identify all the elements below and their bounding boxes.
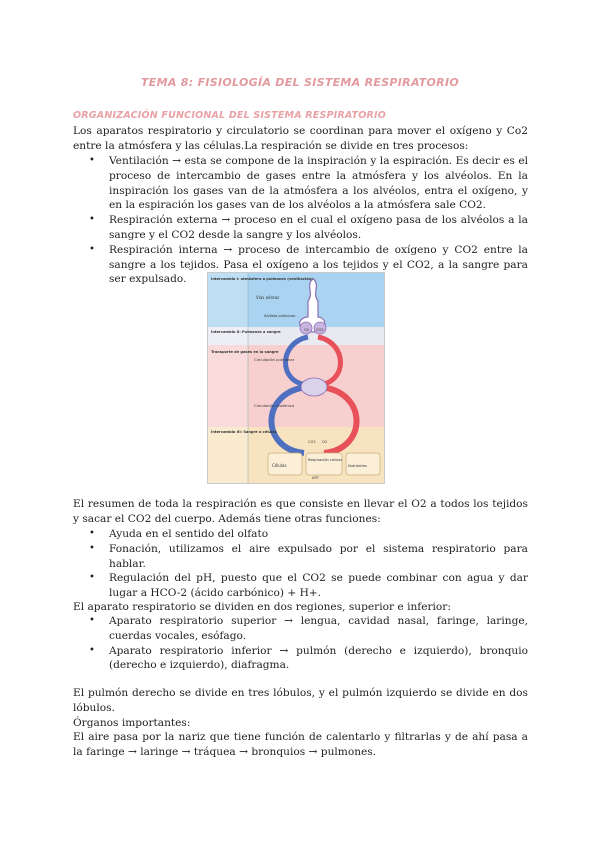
respiration-diagram-svg: [208, 273, 384, 483]
list-item: • Aparato respiratorio superior → lengua, cavidad nasal, faringe, laringe, cuerdas vocales, esófago.: [73, 614, 528, 644]
heart: [301, 378, 327, 396]
lungs-paragraph: El pulmón derecho se divide en tres lóbulos, y el pulmón izquierdo se divide en dos lóbulos.: [73, 687, 528, 714]
gas-co2-cells: CO2: [308, 440, 316, 444]
label-cells: Células: [272, 463, 287, 468]
list-item: • Aparato respiratorio inferior → pulmón (derecho e izquierdo), bronquio (derecho e izquierdo), diafragma.: [73, 644, 528, 674]
label-pulmonary-circulation: Circulación pulmonar: [254, 357, 295, 362]
organs-paragraph: El aire pasa por la nariz que tiene función de calentarlo y filtrarlas y de ahí pasa a la faringe → laringe → tráquea → bronquios → pulmones.: [73, 731, 528, 758]
label-nutrients: Nutrientes: [348, 464, 367, 468]
label-exchange-1: Intercambio I: atmósfera a pulmones (ventilación): [211, 277, 313, 281]
summary-paragraph: El resumen de toda la respiración es que consiste en llevar el O2 a todos los tejidos y sacar el CO2 del cuerpo. Además tiene otras funciones:: [73, 498, 528, 525]
regions-intro: El aparato respiratorio se dividen en dos regiones, superior e inferior:: [73, 601, 451, 613]
cell-center: [306, 453, 342, 475]
organs-title: Órganos importantes:: [73, 717, 191, 729]
label-alveolus: Alvéolo pulmonar: [264, 314, 296, 318]
section-title: ORGANIZACIÓN FUNCIONAL DEL SISTEMA RESPIRATORIO: [73, 110, 387, 121]
functions-list: [73, 527, 528, 601]
label-transport: Transporte de gases en la sangre: [211, 350, 279, 354]
label-atp: ATP: [312, 476, 319, 480]
intro-paragraph: Los aparatos respiratorio y circulatorio se coordinan para mover el oxígeno y Co2 entre la atmósfera y las células.La respiración se divide en tres procesos:: [73, 125, 528, 152]
label-airways: Vías aéreas: [256, 295, 280, 300]
regions-list: [73, 614, 528, 673]
label-systemic-circulation: Circulación sistémica: [254, 403, 295, 408]
page-title: TEMA 8: FISIOLOGÍA DEL SISTEMA RESPIRATORIO: [141, 76, 459, 89]
label-cellular-respiration: Respiración celular: [308, 458, 343, 462]
list-item: • Respiración externa → proceso en el cual el oxígeno pasa de los alvéolos a la sangre y el CO2 desde la sangre y los alvéolos.: [73, 213, 528, 243]
label-exchange-3: Intercambio III: Sangre a células: [211, 430, 277, 434]
list-item: • Respiración interna → proceso de intercambio de oxígeno y CO2 entre la sangre a los tejidos. Pasa el oxígeno a los tejidos y el CO2, a la sangre para ser expulsado.: [73, 243, 528, 287]
list-item: • Fonación, utilizamos el aire expulsado por el sistema respiratorio para hablar.: [73, 542, 528, 572]
respiration-diagram: [207, 272, 385, 484]
list-item: • Ayuda en el sentido del olfato: [73, 527, 528, 542]
gas-o2-lungs: O2: [304, 328, 310, 332]
label-exchange-2: Intercambio II: Pulmones a sangre: [211, 330, 281, 334]
list-item: • Regulación del pH, puesto que el CO2 se puede combinar con agua y dar lugar a HCO-2 (ácido carbónico) + H+.: [73, 571, 528, 601]
list-item: • Ventilación → esta se compone de la inspiración y la espiración. Es decir es el proceso de intercambio de gases entre la atmósfera y los alvéolos. En la inspiración los gases van de la atmósfera a los alvéolos, entra el oxígeno, y en la espiración los gases van de los alvéolos a la atmósfera sale CO2.: [73, 154, 528, 213]
process-list: [73, 154, 528, 287]
gas-co2-lungs: CO2: [316, 328, 324, 332]
gas-o2-cells: O2: [322, 440, 328, 444]
